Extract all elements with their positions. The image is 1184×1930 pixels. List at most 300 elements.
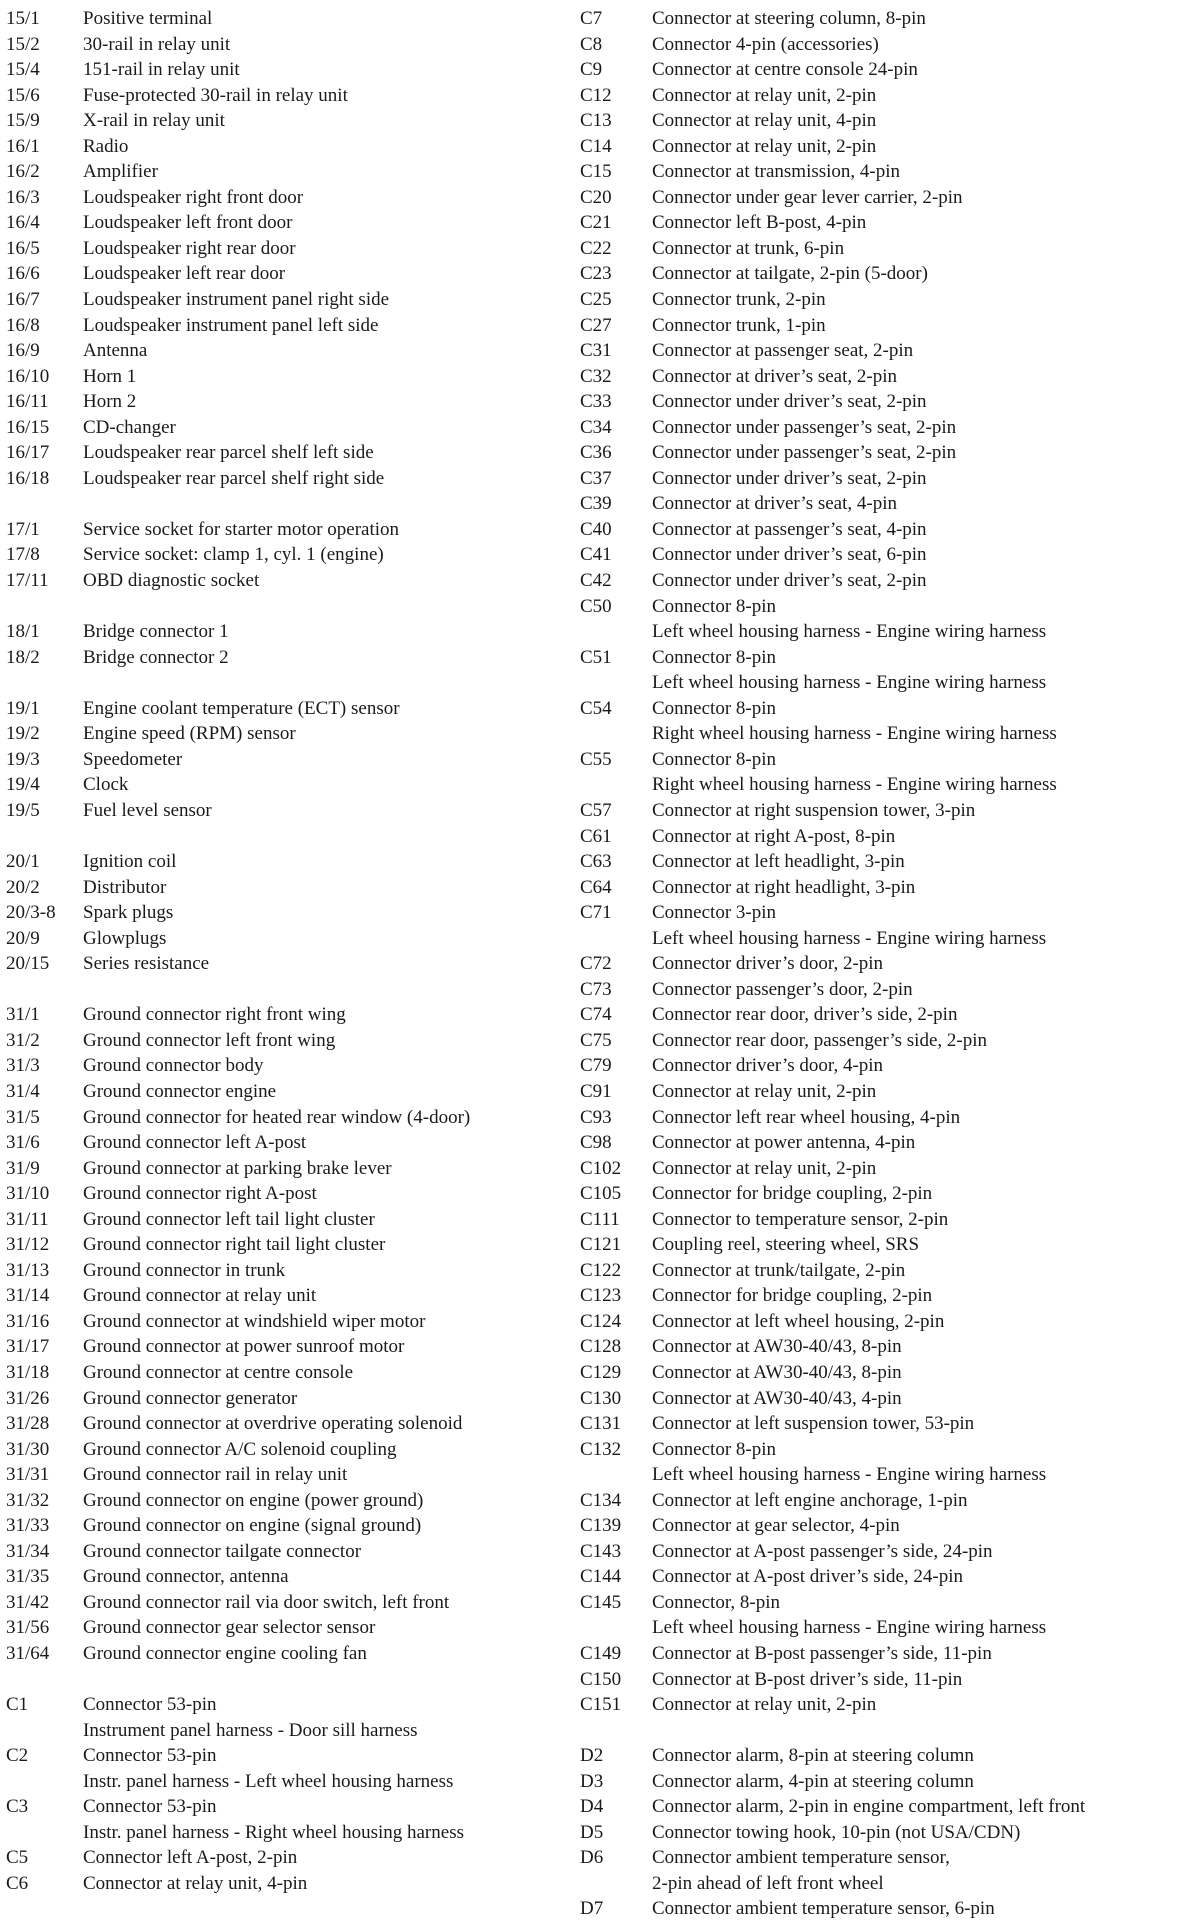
list-item — [6, 415, 576, 441]
item-description: Connector ambient temperature sensor, — [652, 1847, 950, 1869]
list-item — [580, 389, 1170, 415]
list-item — [580, 1641, 1170, 1667]
item-description: Speedometer — [83, 748, 183, 770]
item-code: C71 — [580, 902, 612, 924]
item-code — [6, 1820, 83, 1846]
list-item — [6, 185, 576, 211]
list-item — [6, 849, 576, 875]
list-item — [580, 1283, 1170, 1309]
item-description: Connector at trunk/tailgate, 2-pin — [652, 1259, 906, 1281]
list-item — [580, 1334, 1170, 1360]
list-item — [6, 1845, 576, 1871]
item-code: 31/1 — [6, 1004, 40, 1026]
list-item — [6, 619, 576, 645]
item-description: Connector at relay unit, 4-pin — [83, 1872, 308, 1894]
item-description: Connector passenger’s door, 2-pin — [652, 978, 913, 1000]
item-code: C129 — [580, 1361, 622, 1383]
item-code: C8 — [580, 33, 603, 55]
list-item — [6, 1820, 576, 1846]
item-description: Connector at B-post passenger’s side, 11-pin — [652, 1643, 992, 1664]
item-description: X-rail in relay unit — [83, 110, 225, 132]
list-item — [580, 1105, 1170, 1131]
left-column — [6, 6, 576, 1896]
item-description: Engine speed (RPM) sensor — [83, 723, 296, 745]
item-description: Connector rear door, passenger’s side, 2-pin — [652, 1029, 987, 1051]
item-code — [580, 1615, 652, 1641]
item-code: C34 — [580, 416, 612, 438]
item-code: 19/5 — [6, 799, 40, 821]
item-code: 31/5 — [6, 1106, 40, 1128]
list-item — [580, 236, 1170, 262]
list-item — [580, 210, 1170, 236]
item-code — [580, 721, 652, 747]
item-code: C150 — [580, 1668, 622, 1690]
item-description: Service socket: clamp 1, cyl. 1 (engine) — [83, 544, 384, 566]
item-code — [580, 670, 652, 696]
item-code: C31 — [580, 340, 612, 362]
item-code: 31/34 — [6, 1540, 50, 1562]
item-description: Connector at left wheel housing, 2-pin — [652, 1310, 945, 1332]
item-description: Ground connector right tail light cluster — [83, 1234, 386, 1256]
item-code: D6 — [580, 1847, 604, 1869]
list-item — [6, 338, 576, 364]
item-description: Connector at tailgate, 2-pin (5-door) — [652, 263, 928, 285]
item-description: Connector under driver’s seat, 2-pin — [652, 467, 927, 489]
item-code: C54 — [580, 697, 612, 719]
item-description: Connector at right headlight, 3-pin — [652, 876, 916, 898]
item-code: C15 — [580, 161, 612, 183]
item-description: Connector trunk, 2-pin — [652, 289, 826, 311]
item-code: 19/2 — [6, 723, 40, 745]
list-item — [580, 1820, 1170, 1846]
list-item — [580, 1002, 1170, 1028]
item-code: C1 — [6, 1694, 29, 1716]
list-item — [6, 83, 576, 109]
list-item — [580, 1053, 1170, 1079]
list-item — [580, 1079, 1170, 1105]
item-description: Ground connector on engine (power ground) — [83, 1489, 424, 1511]
item-code: C21 — [580, 212, 612, 234]
item-code: D5 — [580, 1821, 604, 1843]
item-code: 16/7 — [6, 289, 40, 311]
list-item — [580, 415, 1170, 441]
item-code: C122 — [580, 1259, 622, 1281]
list-item — [580, 1411, 1170, 1437]
list-item — [580, 1667, 1170, 1693]
item-code: C3 — [6, 1796, 29, 1818]
item-description: Ground connector A/C solenoid coupling — [83, 1438, 397, 1460]
list-item — [580, 645, 1170, 671]
list-item — [580, 1845, 1170, 1871]
item-description: Connector at relay unit, 2-pin — [652, 84, 877, 106]
item-code: 31/16 — [6, 1310, 50, 1332]
item-description: Ground connector at relay unit — [83, 1285, 317, 1307]
item-code: 18/2 — [6, 646, 40, 668]
list-item — [580, 951, 1170, 977]
item-description: Engine coolant temperature (ECT) sensor — [83, 697, 400, 719]
item-description: Connector at driver’s seat, 2-pin — [652, 365, 897, 387]
list-item — [580, 900, 1170, 926]
item-code: 16/8 — [6, 314, 40, 336]
item-code: 16/6 — [6, 263, 40, 285]
list-item — [580, 568, 1170, 594]
item-description: Distributor — [83, 876, 167, 898]
item-description: Loudspeaker left front door — [83, 212, 293, 234]
item-code: 31/32 — [6, 1489, 50, 1511]
item-description: Connector under driver’s seat, 2-pin — [652, 391, 927, 413]
item-code: D2 — [580, 1745, 604, 1767]
list-item — [6, 210, 576, 236]
list-item — [580, 517, 1170, 543]
list-item — [6, 57, 576, 83]
list-item — [6, 32, 576, 58]
item-code: C7 — [580, 8, 603, 29]
item-code: C75 — [580, 1029, 612, 1051]
list-item — [6, 1539, 576, 1565]
item-code: C23 — [580, 263, 612, 285]
item-code: 31/56 — [6, 1617, 50, 1639]
item-code: C2 — [6, 1745, 29, 1767]
item-description: Connector 8-pin — [652, 748, 777, 770]
item-code: C14 — [580, 135, 612, 157]
list-item — [580, 875, 1170, 901]
item-description: Right wheel housing harness - Engine wiring harness — [652, 723, 1057, 745]
item-description: Connector rear door, driver’s side, 2-pin — [652, 1004, 958, 1026]
item-description: Ground connector left front wing — [83, 1029, 336, 1051]
item-description: Connector 53-pin — [83, 1796, 217, 1818]
list-item — [580, 1462, 1170, 1488]
list-item — [6, 1309, 576, 1335]
list-item — [6, 1743, 576, 1769]
list-spacer — [580, 1718, 1170, 1744]
item-code: 31/28 — [6, 1413, 50, 1435]
list-item — [580, 32, 1170, 58]
item-code: C111 — [580, 1208, 620, 1230]
list-item — [6, 440, 576, 466]
list-item — [580, 1692, 1170, 1718]
item-description: Antenna — [83, 340, 148, 362]
item-description: Connector ambient temperature sensor, 6-pin — [652, 1898, 995, 1920]
list-item — [580, 6, 1170, 32]
item-description: Connector 8-pin — [652, 1438, 777, 1460]
item-description: Horn 1 — [83, 365, 137, 387]
item-code: 31/35 — [6, 1566, 50, 1588]
list-item — [6, 1053, 576, 1079]
item-description: Amplifier — [83, 161, 158, 183]
list-item — [580, 1590, 1170, 1616]
item-description: Ground connector engine — [83, 1080, 277, 1102]
item-code: 31/9 — [6, 1157, 40, 1179]
list-item — [580, 185, 1170, 211]
item-description: Connector driver’s door, 4-pin — [652, 1055, 884, 1077]
list-item — [6, 772, 576, 798]
item-description: Connector 4-pin (accessories) — [652, 33, 879, 55]
right-column — [580, 6, 1170, 1922]
item-description: Connector at gear selector, 4-pin — [652, 1515, 900, 1537]
list-item — [580, 1488, 1170, 1514]
item-code: 16/4 — [6, 212, 40, 234]
item-code: 15/2 — [6, 33, 40, 55]
item-code: C33 — [580, 391, 612, 413]
list-item — [580, 313, 1170, 339]
item-code: C143 — [580, 1540, 622, 1562]
list-item — [6, 159, 576, 185]
list-item — [6, 1462, 576, 1488]
item-description: Connector, 8-pin — [652, 1591, 780, 1613]
list-item — [580, 83, 1170, 109]
item-description: Connector at relay unit, 2-pin — [652, 135, 877, 157]
list-item — [6, 1181, 576, 1207]
item-description: Instr. panel harness - Left wheel housing harness — [83, 1770, 454, 1792]
item-code: C98 — [580, 1132, 612, 1154]
item-code: C50 — [580, 595, 612, 617]
list-item — [6, 1207, 576, 1233]
item-code: 16/17 — [6, 442, 50, 464]
item-description: Connector driver’s door, 2-pin — [652, 953, 884, 975]
list-item — [580, 1232, 1170, 1258]
item-code: 31/11 — [6, 1208, 49, 1230]
list-item — [6, 1079, 576, 1105]
list-item — [580, 1769, 1170, 1795]
item-description: Left wheel housing harness - Engine wiring harness — [652, 927, 1047, 949]
item-code: 31/12 — [6, 1234, 50, 1256]
list-item — [6, 1692, 576, 1718]
item-code: C32 — [580, 365, 612, 387]
list-item — [580, 594, 1170, 620]
item-description: Loudspeaker rear parcel shelf left side — [83, 442, 374, 464]
item-code: 31/64 — [6, 1643, 50, 1664]
list-item — [6, 261, 576, 287]
item-code: C102 — [580, 1157, 622, 1179]
item-description: 2-pin ahead of left front wheel — [652, 1872, 884, 1894]
item-code: C12 — [580, 84, 612, 106]
item-code: 17/11 — [6, 570, 49, 592]
list-spacer — [6, 1667, 576, 1693]
item-description: Connector at relay unit, 4-pin — [652, 110, 877, 132]
item-code: C63 — [580, 851, 612, 873]
item-code: C42 — [580, 570, 612, 592]
item-description: Connector at AW30-40/43, 8-pin — [652, 1361, 902, 1383]
item-description: Connector under driver’s seat, 2-pin — [652, 570, 927, 592]
item-description: Ground connector gear selector sensor — [83, 1617, 376, 1639]
item-description: Bridge connector 2 — [83, 646, 229, 668]
list-item — [6, 721, 576, 747]
item-description: Positive terminal — [83, 8, 213, 29]
item-code: C131 — [580, 1413, 622, 1435]
list-item — [580, 1564, 1170, 1590]
list-item — [6, 236, 576, 262]
item-description: Ground connector in trunk — [83, 1259, 286, 1281]
item-code: D4 — [580, 1796, 604, 1818]
list-item — [6, 900, 576, 926]
item-description: Ground connector left tail light cluster — [83, 1208, 375, 1230]
list-item — [580, 772, 1170, 798]
item-description: Loudspeaker instrument panel left side — [83, 314, 379, 336]
list-item — [6, 517, 576, 543]
item-description: Connector 53-pin — [83, 1694, 217, 1716]
list-item — [580, 1513, 1170, 1539]
list-spacer — [6, 670, 576, 696]
item-code: C61 — [580, 825, 612, 847]
list-item — [580, 824, 1170, 850]
item-description: Connector at left suspension tower, 53-pin — [652, 1413, 975, 1435]
item-code: 16/11 — [6, 391, 49, 413]
item-description: Ground connector generator — [83, 1387, 298, 1409]
item-code: C74 — [580, 1004, 612, 1026]
item-description: Right wheel housing harness - Engine wiring harness — [652, 774, 1057, 796]
item-code: 31/2 — [6, 1029, 40, 1051]
list-item — [580, 1207, 1170, 1233]
item-description: Radio — [83, 135, 129, 157]
item-description: Left wheel housing harness - Engine wiring harness — [652, 1617, 1047, 1639]
item-code: C128 — [580, 1336, 622, 1358]
list-item — [580, 1258, 1170, 1284]
list-item — [580, 440, 1170, 466]
item-code: C20 — [580, 186, 612, 208]
item-description: Ground connector, antenna — [83, 1566, 289, 1588]
item-description: Ground connector at power sunroof motor — [83, 1336, 405, 1358]
item-description: Connector at passenger’s seat, 4-pin — [652, 518, 927, 540]
item-code: 31/31 — [6, 1464, 50, 1486]
item-description: Connector under gear lever carrier, 2-pin — [652, 186, 963, 208]
item-code: 31/42 — [6, 1591, 50, 1613]
item-code: C51 — [580, 646, 612, 668]
item-description: 30-rail in relay unit — [83, 33, 231, 55]
list-item — [6, 951, 576, 977]
list-item — [580, 159, 1170, 185]
item-description: OBD diagnostic socket — [83, 570, 260, 592]
item-code: 31/4 — [6, 1080, 40, 1102]
item-code: C36 — [580, 442, 612, 464]
list-item — [580, 1360, 1170, 1386]
list-item — [580, 696, 1170, 722]
item-description: Connector trunk, 1-pin — [652, 314, 826, 336]
list-spacer — [6, 977, 576, 1003]
item-description: Ground connector at centre console — [83, 1361, 354, 1383]
list-item — [580, 1743, 1170, 1769]
list-item — [580, 542, 1170, 568]
item-code — [580, 619, 652, 645]
item-description: Loudspeaker instrument panel right side — [83, 289, 390, 311]
item-code: 16/15 — [6, 416, 50, 438]
list-item — [6, 6, 576, 32]
item-description: Connector towing hook, 10-pin (not USA/CDN) — [652, 1821, 1021, 1843]
list-item — [6, 798, 576, 824]
item-description: Connector at transmission, 4-pin — [652, 161, 901, 183]
item-description: Connector at right suspension tower, 3-pin — [652, 799, 976, 821]
item-code — [580, 772, 652, 798]
item-description: Connector to temperature sensor, 2-pin — [652, 1208, 949, 1230]
item-description: Left wheel housing harness - Engine wiring harness — [652, 672, 1047, 694]
list-item — [580, 1896, 1170, 1922]
item-description: Connector at AW30-40/43, 4-pin — [652, 1387, 902, 1409]
list-item — [6, 108, 576, 134]
item-code: C55 — [580, 748, 612, 770]
item-code: C72 — [580, 953, 612, 975]
list-item — [580, 466, 1170, 492]
item-description: Connector left B-post, 4-pin — [652, 212, 867, 234]
list-item — [580, 1539, 1170, 1565]
item-code: 20/2 — [6, 876, 40, 898]
item-code: 20/3-8 — [6, 902, 56, 924]
list-item — [6, 645, 576, 671]
item-code: 15/6 — [6, 84, 40, 106]
item-description: Connector alarm, 8-pin at steering column — [652, 1745, 974, 1767]
list-item — [6, 1156, 576, 1182]
item-description: Connector 3-pin — [652, 902, 777, 924]
item-code: 16/3 — [6, 186, 40, 208]
list-item — [580, 1028, 1170, 1054]
item-description: Connector at relay unit, 2-pin — [652, 1694, 877, 1716]
list-item — [6, 1360, 576, 1386]
list-item — [580, 798, 1170, 824]
item-code — [580, 1871, 652, 1897]
item-code: 16/2 — [6, 161, 40, 183]
item-code: C91 — [580, 1080, 612, 1102]
list-spacer — [6, 491, 576, 517]
list-item — [6, 696, 576, 722]
list-item — [6, 1437, 576, 1463]
item-description: Connector 53-pin — [83, 1745, 217, 1767]
list-item — [6, 1232, 576, 1258]
item-code: 20/1 — [6, 851, 40, 873]
list-item — [6, 389, 576, 415]
item-description: Ignition coil — [83, 851, 177, 873]
list-item — [6, 1334, 576, 1360]
item-code: 20/9 — [6, 927, 40, 949]
list-spacer — [6, 594, 576, 620]
list-item — [580, 491, 1170, 517]
item-code: C64 — [580, 876, 612, 898]
item-description: Fuel level sensor — [83, 799, 212, 821]
item-description: Clock — [83, 774, 129, 796]
item-description: CD-changer — [83, 416, 176, 438]
item-code: 19/4 — [6, 774, 40, 796]
item-code: 16/18 — [6, 467, 50, 489]
list-item — [6, 1386, 576, 1412]
item-code: C37 — [580, 467, 612, 489]
item-code: 15/4 — [6, 59, 40, 81]
item-code — [580, 1462, 652, 1488]
item-description: Connector for bridge coupling, 2-pin — [652, 1183, 933, 1205]
item-code — [580, 926, 652, 952]
item-code: C41 — [580, 544, 612, 566]
list-item — [580, 1871, 1170, 1897]
item-code: 31/13 — [6, 1259, 50, 1281]
item-description: Connector at AW30-40/43, 8-pin — [652, 1336, 902, 1358]
list-item — [580, 108, 1170, 134]
list-item — [580, 261, 1170, 287]
list-item — [580, 747, 1170, 773]
item-code: 16/5 — [6, 237, 40, 259]
item-description: Connector at relay unit, 2-pin — [652, 1080, 877, 1102]
item-code: C40 — [580, 518, 612, 540]
item-description: Ground connector right front wing — [83, 1004, 346, 1026]
list-item — [6, 1028, 576, 1054]
item-description: Spark plugs — [83, 902, 174, 924]
list-spacer — [6, 824, 576, 850]
item-description: Instrument panel harness - Door sill harness — [83, 1719, 418, 1741]
item-description: Ground connector at overdrive operating solenoid — [83, 1413, 463, 1435]
list-item — [580, 57, 1170, 83]
item-description: Connector at A-post passenger’s side, 24-pin — [652, 1540, 993, 1562]
item-description: Connector left rear wheel housing, 4-pin — [652, 1106, 961, 1128]
item-code: C139 — [580, 1515, 622, 1537]
item-code — [6, 1718, 83, 1744]
item-description: Instr. panel harness - Right wheel housing harness — [83, 1821, 464, 1843]
item-code: 31/10 — [6, 1183, 50, 1205]
list-item — [6, 875, 576, 901]
